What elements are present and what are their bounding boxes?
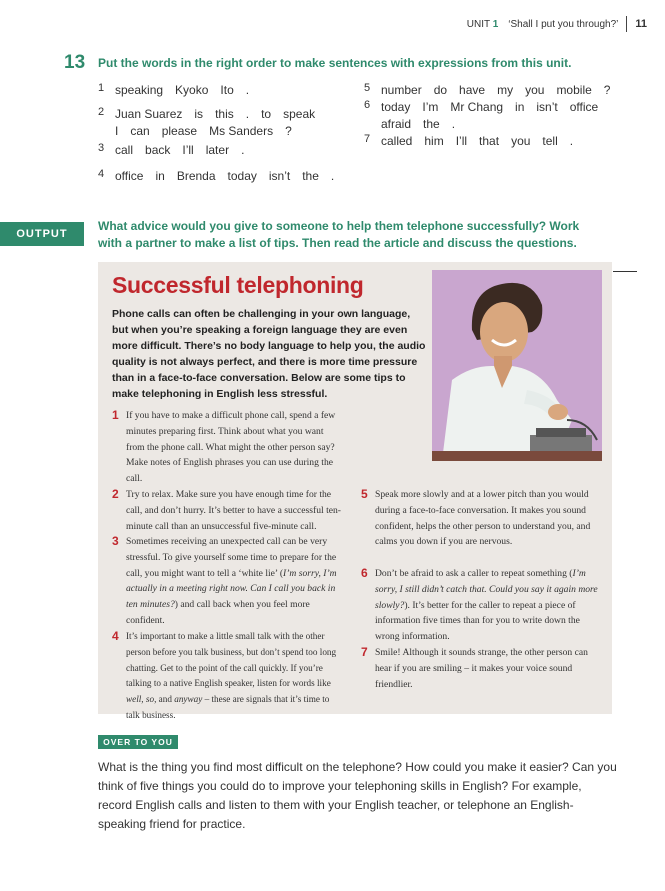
tip-4	[112, 629, 342, 724]
item-number: 5	[364, 82, 371, 94]
tip-text: If you have to make a difficult phone call, spend a few minutes preparing first. Think about what you want from the phone call. What might the other person say? Make notes of English phrases you can use during the call.	[126, 410, 336, 485]
word: this	[215, 107, 234, 121]
item-words	[115, 106, 327, 140]
over-to-you-tag: OVER TO YOU	[98, 735, 178, 749]
item-words	[381, 82, 622, 99]
over-to-you-text: What is the thing you find most difficult on the telephone? How could you make it easier? Can you think of five things you could do to improve your telephoning skills in English? For example, record English calls and listen to them with your English teacher, or telephone an English-speaking friend for practice.	[98, 760, 617, 831]
word: him	[424, 134, 444, 148]
tip-3	[112, 534, 342, 629]
unit-label: UNIT 1	[466, 18, 499, 30]
word: you	[525, 83, 545, 97]
word: ?	[603, 83, 611, 97]
word: please	[161, 124, 198, 138]
tip-number: 1	[112, 408, 119, 422]
tip-number: 6	[361, 566, 368, 580]
word: my	[497, 83, 514, 97]
word: .	[245, 107, 250, 121]
word: .	[245, 83, 250, 97]
tip-text: Smile! Although it sounds strange, the other person can hear if you are smiling – it makes your voice sound friendlier.	[375, 647, 588, 690]
exercise-item-2	[98, 106, 327, 140]
word: call	[115, 143, 134, 157]
word: today	[227, 169, 257, 183]
exercise-item-7	[364, 133, 585, 150]
tip-text: Sometimes receiving an unexpected call can be very stressful. To give yourself some time to prepare for the call, you might want to tell a ‘white lie’ (I’m sorry, I’m actually in a meeting right now. Can I call you back in ten minutes?) and call back when you feel more confident.	[126, 536, 337, 626]
item-words	[381, 99, 610, 133]
page-header	[467, 16, 647, 32]
word: mobile	[556, 83, 592, 97]
word: back	[145, 143, 171, 157]
item-words	[115, 168, 346, 185]
exercise-item-1	[98, 82, 261, 99]
word: Juan Suarez	[115, 107, 183, 121]
word: afraid	[381, 117, 412, 131]
word: office	[115, 169, 144, 183]
item-number: 3	[98, 142, 105, 154]
tip-number: 4	[112, 629, 119, 643]
word: Kyoko	[175, 83, 209, 97]
tip-2	[112, 487, 342, 534]
margin-rule	[613, 271, 637, 272]
exercise-number: 13	[64, 52, 86, 73]
exercise-item-4	[98, 168, 346, 185]
exercise-item-3	[98, 142, 256, 159]
tip-number: 2	[112, 487, 119, 501]
word: speaking	[115, 83, 164, 97]
word: Ms Sanders	[209, 124, 274, 138]
word: .	[569, 134, 574, 148]
word: I	[115, 124, 119, 138]
word: called	[381, 134, 413, 148]
item-words	[115, 142, 256, 159]
exercise-item-5	[364, 82, 622, 99]
word: tell	[542, 134, 558, 148]
man-on-phone-photo	[432, 270, 602, 461]
word: is	[194, 107, 204, 121]
item-number: 2	[98, 106, 105, 118]
tip-number: 7	[361, 645, 368, 659]
word: today	[381, 100, 411, 114]
word: later	[205, 143, 230, 157]
article-intro: Phone calls can often be challenging in your own language, but when you’re speaking a foreign language they are even more difficult. There’s no body language to help you, the audio quality is not always perfect, and there is more time pressure than in a face-to-face conversation. Below are some tips to make telephoning in English less stressful.	[112, 308, 426, 400]
item-number: 6	[364, 99, 371, 111]
word: I’m	[422, 100, 439, 114]
tip-6	[361, 566, 601, 645]
word: .	[241, 143, 245, 157]
unit-title: ‘Shall I put you through?’	[508, 18, 619, 30]
word: .	[330, 169, 335, 183]
article-title: Successful telephoning	[112, 272, 364, 298]
item-number: 4	[98, 168, 105, 180]
exercise-item-6	[364, 99, 610, 133]
word: ?	[285, 124, 292, 138]
word: can	[130, 124, 150, 138]
word: isn’t	[268, 169, 291, 183]
item-number: 7	[364, 133, 371, 145]
word: number	[381, 83, 422, 97]
output-question: What advice would you give to someone to help them telephone successfully? Work with a partner to make a list of tips. Then read the article and discuss the questions.	[98, 219, 580, 250]
word: in	[155, 169, 165, 183]
item-words	[381, 133, 585, 150]
tip-number: 5	[361, 487, 368, 501]
word: to	[261, 107, 272, 121]
tip-text: It’s important to make a little small talk with the other person before you talk business, but don’t spend too long chatting. Get to the point of the call quickly. If you’re talking to a native English speaker, listen for words like well, so, and anyway – these are signals that it’s time to talk business.	[126, 631, 337, 720]
word: do	[433, 83, 448, 97]
word: the	[423, 117, 440, 131]
word: that	[479, 134, 500, 148]
tip-text: Speak more slowly and at a lower pitch than you would during a face-to-face conversation. It makes you sound confident, helps the other person to understand you, and calms you down if you are nervous.	[375, 489, 591, 548]
word: .	[451, 117, 456, 131]
word: Ito	[220, 83, 234, 97]
word: speak	[283, 107, 316, 121]
header-divider	[626, 16, 627, 32]
word: the	[302, 169, 319, 183]
tip-number: 3	[112, 534, 119, 548]
tip-text: Don’t be afraid to ask a caller to repeat something (I’m sorry, I still didn’t catch that. Could you say it again more slowly?). It’s better for the caller to repeat a piece of information five times than for you to write down the wrong information.	[375, 568, 598, 643]
item-number: 1	[98, 82, 105, 94]
word: I’ll	[455, 134, 468, 148]
word: have	[459, 83, 486, 97]
word: I’ll	[182, 143, 194, 157]
output-tag: OUTPUT	[0, 222, 84, 246]
tip-text: Try to relax. Make sure you have enough time for the call, and don’t hurry. It’s better to have a successful ten-minute call than an unsuccessful five-minute call.	[126, 489, 341, 532]
word: in	[515, 100, 525, 114]
tip-5	[361, 487, 601, 550]
word: isn’t	[536, 100, 558, 114]
word: you	[511, 134, 531, 148]
word: office	[569, 100, 599, 114]
tip-1	[112, 408, 342, 487]
page-number: 11	[635, 18, 647, 30]
exercise-instruction: Put the words in the right order to make sentences with expressions from this unit.	[98, 56, 572, 70]
item-words	[115, 82, 261, 99]
word: Mr Chang	[450, 100, 504, 114]
word: Brenda	[176, 169, 216, 183]
tip-7	[361, 645, 601, 692]
